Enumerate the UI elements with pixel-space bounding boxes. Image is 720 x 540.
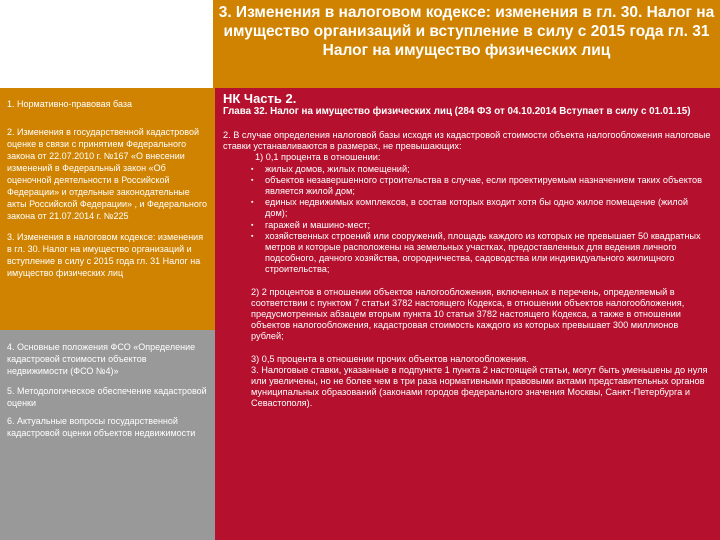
subitem-3: 3) 0,5 процента в отношении прочих объектов налогообложения. — [251, 353, 529, 364]
content-subheading: Глава 32. Налог на имущество физических лиц (284 ФЗ от 04.10.2014 Вступает в силу с 01.01.15) — [223, 106, 691, 117]
content-heading: НК Часть 2. — [223, 91, 297, 106]
slide-title: 3. Изменения в налоговом кодексе: изменения в гл. 30. Налог на имущество организаций и вступление в силу с 2015 года гл. 31 Налог на имущество физических лиц — [213, 0, 720, 88]
bullet-item: ▪ единых недвижимых комплексов, в состав которых входит хотя бы одно жилое помещение (жилой дом); — [265, 197, 712, 219]
bullet-item: ▪ объектов незавершенного строительства в случае, если проектируемым назначением таких объектов является жилой дом; — [265, 175, 712, 197]
subitem-2: 2) 2 процентов в отношении объектов налогообложения, включенных в перечень, определяемый в соответствии с пунктом 7 статьи 3782 настоящего Кодекса, в отношении объектов налогообложения, предусмотренных абзацем вторым пункта 10 статьи 3782 настоящего Кодекса, а также в отношении объектов налогообложения, кадастровая стоимость каждого из которых превышает 300 миллионов рублей; — [251, 286, 685, 342]
subitem-1: 1) 0,1 процента в отношении: — [255, 152, 381, 163]
nav-item-2[interactable]: 2. Изменения в государственной кадастровой оценке в связи с принятием Федерального закона от 22.07.2010 г. №167 «О внесении изменений в Федеральный закон «Об оценочной деятельности в Российской Федерации» и отдельные законодательные акты Российской Федерации» , и Федерального закона от 21.07.2014 г. №225 — [7, 127, 207, 221]
nav-item-3[interactable]: 3. Изменения в налоговом кодексе: изменения в гл. 30. Налог на имущество организаций и вступление в силу с 2015 года гл. 31 Налог на имущество физических лиц — [7, 232, 204, 278]
bullet-item: ▪ жилых домов, жилых помещений; — [265, 164, 712, 175]
sidebar-nav-rest — [0, 330, 215, 540]
nav-item-5[interactable]: 5. Методологическое обеспечение кадастровой оценки — [7, 386, 207, 408]
bullet-list — [223, 164, 712, 276]
blank-area — [0, 0, 213, 88]
paragraph-2: 2. В случае определения налоговой базы исходя из кадастровой стоимости объекта налогообложения налоговые ставки устанавливаются в размерах, не превышающих: — [223, 130, 711, 152]
nav-item-1[interactable]: 1. Нормативно-правовая база — [7, 99, 133, 109]
paragraph-3: 3. Налоговые ставки, указанные в подпункте 1 пункта 2 настоящей статьи, могут быть уменьшены до нуля или увеличены, но не более чем в три раза нормативными правовыми актами представительных органов муниципальных образований (законами городов федерального значения Москвы, Санкт-Петербурга и Севастополя). — [251, 364, 708, 409]
bullet-item: ▪ хозяйственных строений или сооружений, площадь каждого из которых не превышает 50 квадратных метров и которые расположены на земельных участках, предоставленных для ведения личного подсобного, дачного хозяйства, огородничества, садоводства или индивидуального жилищного строительства; — [265, 231, 712, 276]
bullet-item: ▪ гаражей и машино-мест; — [265, 220, 712, 231]
sidebar-nav-active — [0, 88, 215, 330]
nav-item-4[interactable]: 4. Основные положения ФСО «Определение кадастровой стоимости объектов недвижимости (ФСО №4)» — [7, 342, 196, 376]
nav-item-6[interactable]: 6. Актуальные вопросы государственной кадастровой оценки объектов недвижимости — [7, 416, 196, 438]
content-panel — [215, 88, 720, 540]
